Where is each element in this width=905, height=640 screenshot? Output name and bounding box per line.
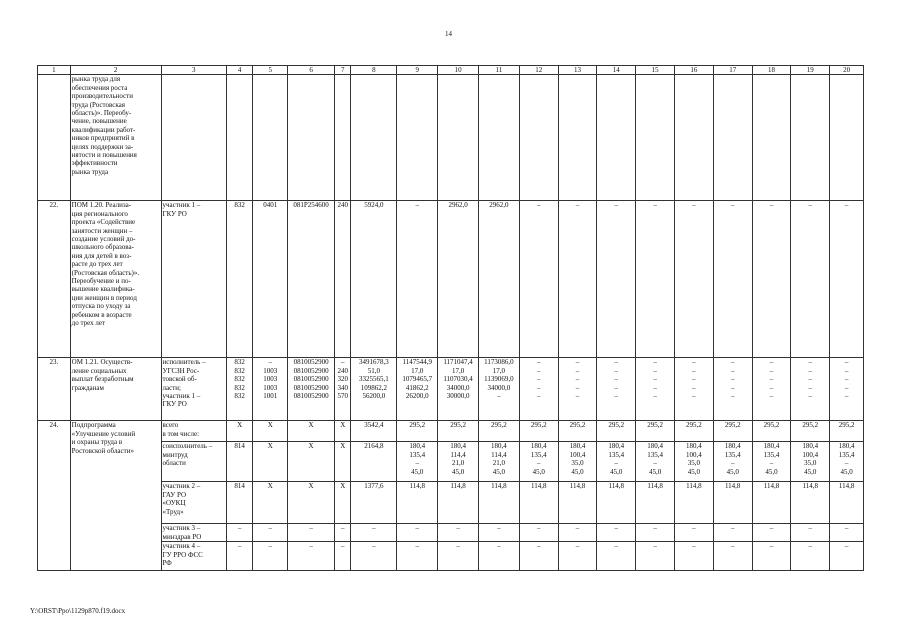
table-row-24-total	[38, 421, 864, 442]
table-cell: 1171047,4 17,0 1107030,4 34000,0 30000,0	[438, 358, 479, 421]
table-cell: Х	[253, 442, 288, 482]
table-cell: –	[597, 542, 636, 571]
table-cell: –	[438, 524, 479, 542]
executor-cell: участник 3 – минздрав РО	[161, 524, 226, 542]
table-cell: 180,4 114,4 21,0 45,0	[478, 442, 519, 482]
header-cell: 12	[519, 66, 558, 75]
table-cell: –	[397, 542, 438, 571]
table-cell: 295,2	[636, 421, 675, 442]
table-cell: 114,8	[519, 482, 558, 524]
table-cell: 295,2	[713, 421, 752, 442]
table-cell: 5924,0	[351, 201, 397, 358]
table-cell	[478, 75, 519, 201]
table-cell: Х	[253, 421, 288, 442]
header-cell: 20	[830, 66, 864, 75]
table-cell	[253, 75, 288, 201]
table-row-24-coexecutor	[38, 442, 864, 482]
header-cell: 4	[226, 66, 253, 75]
table-cell: 114,8	[791, 482, 830, 524]
table-cell: – 240 320 340 570	[335, 358, 351, 421]
table-cell: –	[351, 524, 397, 542]
table-cell: 832	[226, 201, 253, 358]
table-cell: 295,2	[478, 421, 519, 442]
table-cell: 114,8	[597, 482, 636, 524]
table-cell: –	[226, 524, 253, 542]
table-cell: – – – – –	[597, 358, 636, 421]
table-cell: 081P254600	[288, 201, 335, 358]
table-cell: –	[558, 542, 597, 571]
table-cell: Х	[288, 421, 335, 442]
table-cell: – – – – –	[713, 358, 752, 421]
table-cell: 180,4 135,4 – 45,0	[636, 442, 675, 482]
executor-cell: участник 1 – ГКУ РО	[161, 201, 226, 358]
program-name-cell: Подпрограмма «Улучшение условий и охраны труда в Ростовской области»	[70, 421, 161, 571]
header-cell: 6	[288, 66, 335, 75]
table-cell	[397, 75, 438, 201]
table-cell	[791, 75, 830, 201]
table-cell	[161, 75, 226, 201]
table-cell: 295,2	[830, 421, 864, 442]
table-cell	[636, 75, 675, 201]
table-cell: – – – – –	[519, 358, 558, 421]
table-cell: –	[675, 542, 714, 571]
table-cell: –	[830, 201, 864, 358]
table-row-24-participant-4	[38, 542, 864, 571]
table-row-24-participant-3	[38, 524, 864, 542]
table-cell	[752, 75, 791, 201]
table-cell: 1147544,9 17,0 1079465,7 41862,2 26200,0	[397, 358, 438, 421]
table-cell: 295,2	[438, 421, 479, 442]
table-cell: 180,4 100,4 35,0 45,0	[675, 442, 714, 482]
header-cell: 17	[713, 66, 752, 75]
table-cell	[288, 75, 335, 201]
table-cell: –	[288, 524, 335, 542]
table-cell: 180,4 100,4 35,0 45,0	[558, 442, 597, 482]
table-cell: – – – – –	[558, 358, 597, 421]
table-cell: –	[830, 524, 864, 542]
table-cell: Х	[335, 421, 351, 442]
table-cell: –	[752, 524, 791, 542]
table-cell: 114,8	[397, 482, 438, 524]
header-cell: 10	[438, 66, 479, 75]
header-cell: 15	[636, 66, 675, 75]
header-cell: 19	[791, 66, 830, 75]
table-cell: 2962,0	[478, 201, 519, 358]
header-cell: 16	[675, 66, 714, 75]
table-cell: 1377,6	[351, 482, 397, 524]
table-cell: –	[438, 542, 479, 571]
table-cell: 114,8	[713, 482, 752, 524]
header-cell: 5	[253, 66, 288, 75]
table-cell: – – – – –	[636, 358, 675, 421]
table-cell: 114,8	[558, 482, 597, 524]
table-cell: Х	[288, 442, 335, 482]
table-cell: 3542,4	[351, 421, 397, 442]
table-cell: 180,4 135,4 – 45,0	[830, 442, 864, 482]
table-cell: 180,4 135,4 – 45,0	[519, 442, 558, 482]
table-cell	[351, 75, 397, 201]
table-cell: –	[253, 542, 288, 571]
table-cell: 0810052900 0810052900 0810052900 0810052900 0810052900	[288, 358, 335, 421]
executor-cell: участник 2 – ГАУ РО «ОУКЦ «Труд»	[161, 482, 226, 524]
table-cell: –	[636, 201, 675, 358]
table-cell: 240	[335, 201, 351, 358]
table-cell: 3491678,3 51,0 3325565,1 109862,2 56200,0	[351, 358, 397, 421]
table-cell: 114,8	[830, 482, 864, 524]
table-cell: –	[791, 542, 830, 571]
table-cell: 295,2	[397, 421, 438, 442]
table-cell	[675, 75, 714, 201]
table-row-22	[38, 201, 864, 358]
table-cell: –	[675, 524, 714, 542]
table-cell	[335, 75, 351, 201]
table-cell: –	[397, 201, 438, 358]
program-name-cell: ПОМ 1.20. Реализа- ция регионального проекта «Содействие занятости женщин – создание условий до- школьного образова- ния для детей в воз- расте до трех лет (Ростовская область)». Переобучение и по- вышение квалифика- ции женщин в период отпуска по уходу за ребенком в возрасте до трех лет	[70, 201, 161, 358]
table-cell: Х	[288, 482, 335, 524]
table-row-23	[38, 358, 864, 421]
table-cell: 114,8	[752, 482, 791, 524]
table-cell: 114,8	[438, 482, 479, 524]
table-cell: Х	[335, 482, 351, 524]
table-cell	[438, 75, 479, 201]
table-cell: 295,2	[791, 421, 830, 442]
table-cell: 114,8	[478, 482, 519, 524]
header-cell: 13	[558, 66, 597, 75]
table-cell: –	[791, 524, 830, 542]
table-cell: – – – – –	[752, 358, 791, 421]
executor-cell: всего в том числе:	[161, 421, 226, 442]
table-cell: Х	[226, 421, 253, 442]
row-number-cell: 23.	[38, 358, 71, 421]
table-cell: 0401	[253, 201, 288, 358]
table-cell: –	[752, 201, 791, 358]
table-cell: 295,2	[597, 421, 636, 442]
table-cell: –	[351, 542, 397, 571]
table-cell: Х	[253, 482, 288, 524]
table-cell: – – – – –	[675, 358, 714, 421]
table-cell: 814	[226, 482, 253, 524]
program-name-cell: ОМ 1.21. Осуществ- ление социальных выплат безработным гражданам	[70, 358, 161, 421]
table-cell: Х	[335, 442, 351, 482]
table-cell	[519, 75, 558, 201]
table-cell: 832 832 832 832 832	[226, 358, 253, 421]
table-cell: 1173086,0 17,0 1139069,0 34000,0 –	[478, 358, 519, 421]
table-cell: –	[675, 201, 714, 358]
footer-file-path: Y:\ORST\Ppo\1129p870.f19.docx	[30, 607, 126, 615]
table-cell: 295,2	[519, 421, 558, 442]
program-name-cell: рынка труда для обеспечения роста производительности труда (Ростовская область)». Переобу- чение, повышение квалификации работ- ников предприятий в целях поддержки за- нятости и повышения эффективности рынка труда	[70, 75, 161, 201]
table-cell: –	[335, 524, 351, 542]
table-row-24-participant-2	[38, 482, 864, 524]
header-cell: 7	[335, 66, 351, 75]
table-cell	[226, 75, 253, 201]
table-cell: –	[636, 524, 675, 542]
table-cell: 180,4 135,4 – 45,0	[397, 442, 438, 482]
table-cell: –	[752, 542, 791, 571]
header-cell: 18	[752, 66, 791, 75]
table-cell: –	[830, 542, 864, 571]
table-header-row	[38, 66, 864, 75]
table-cell: –	[558, 201, 597, 358]
executor-cell: участник 4 – ГУ РРО ФСС РФ	[161, 542, 226, 571]
table-cell: –	[288, 542, 335, 571]
table-cell: 295,2	[558, 421, 597, 442]
table-cell	[830, 75, 864, 201]
row-number-cell: 22.	[38, 201, 71, 358]
page-number: 14	[445, 30, 452, 38]
table-cell: 295,2	[752, 421, 791, 442]
table-cell: – – – – –	[830, 358, 864, 421]
table-cell: 180,4 135,4 – 45,0	[752, 442, 791, 482]
table-cell: –	[713, 201, 752, 358]
table-cell	[597, 75, 636, 201]
table-cell: –	[636, 542, 675, 571]
table-cell	[558, 75, 597, 201]
table-cell: –	[519, 542, 558, 571]
table-cell: –	[791, 201, 830, 358]
table-cell: –	[519, 524, 558, 542]
table-cell: –	[478, 524, 519, 542]
table-cell: –	[519, 201, 558, 358]
table-cell: –	[478, 542, 519, 571]
table-cell: – 1003 1003 1003 1001	[253, 358, 288, 421]
table-cell: –	[558, 524, 597, 542]
executor-cell: соисполнитель – минтруд области	[161, 442, 226, 482]
header-cell: 11	[478, 66, 519, 75]
table-cell: 180,4 135,4 – 45,0	[597, 442, 636, 482]
budget-table	[37, 65, 864, 571]
table-cell: –	[253, 524, 288, 542]
table-cell: –	[226, 542, 253, 571]
row-number-cell	[38, 75, 71, 201]
table-cell: 180,4 135,4 – 45,0	[713, 442, 752, 482]
table-cell: –	[597, 201, 636, 358]
header-cell: 8	[351, 66, 397, 75]
header-cell: 2	[70, 66, 161, 75]
table-row-continuation	[38, 75, 864, 201]
table-cell	[713, 75, 752, 201]
header-cell: 1	[38, 66, 71, 75]
table-cell: 180,4 100,4 35,0 45,0	[791, 442, 830, 482]
table-cell: –	[335, 542, 351, 571]
table-cell: 2164,8	[351, 442, 397, 482]
table-cell: –	[713, 524, 752, 542]
header-cell: 3	[161, 66, 226, 75]
row-number-cell: 24.	[38, 421, 71, 571]
header-cell: 9	[397, 66, 438, 75]
table-cell: – – – – –	[791, 358, 830, 421]
table-cell: 114,8	[675, 482, 714, 524]
table-cell: 2962,0	[438, 201, 479, 358]
table-cell: 114,8	[636, 482, 675, 524]
table-cell: 295,2	[675, 421, 714, 442]
executor-cell: исполнитель – УГСЗН Рос- товской об- ласти; участник 1 – ГКУ РО	[161, 358, 226, 421]
table-cell: –	[597, 524, 636, 542]
table-cell: –	[713, 542, 752, 571]
table-cell: 180,4 114,4 21,0 45,0	[438, 442, 479, 482]
table-cell: –	[397, 524, 438, 542]
header-cell: 14	[597, 66, 636, 75]
table-cell: 814	[226, 442, 253, 482]
